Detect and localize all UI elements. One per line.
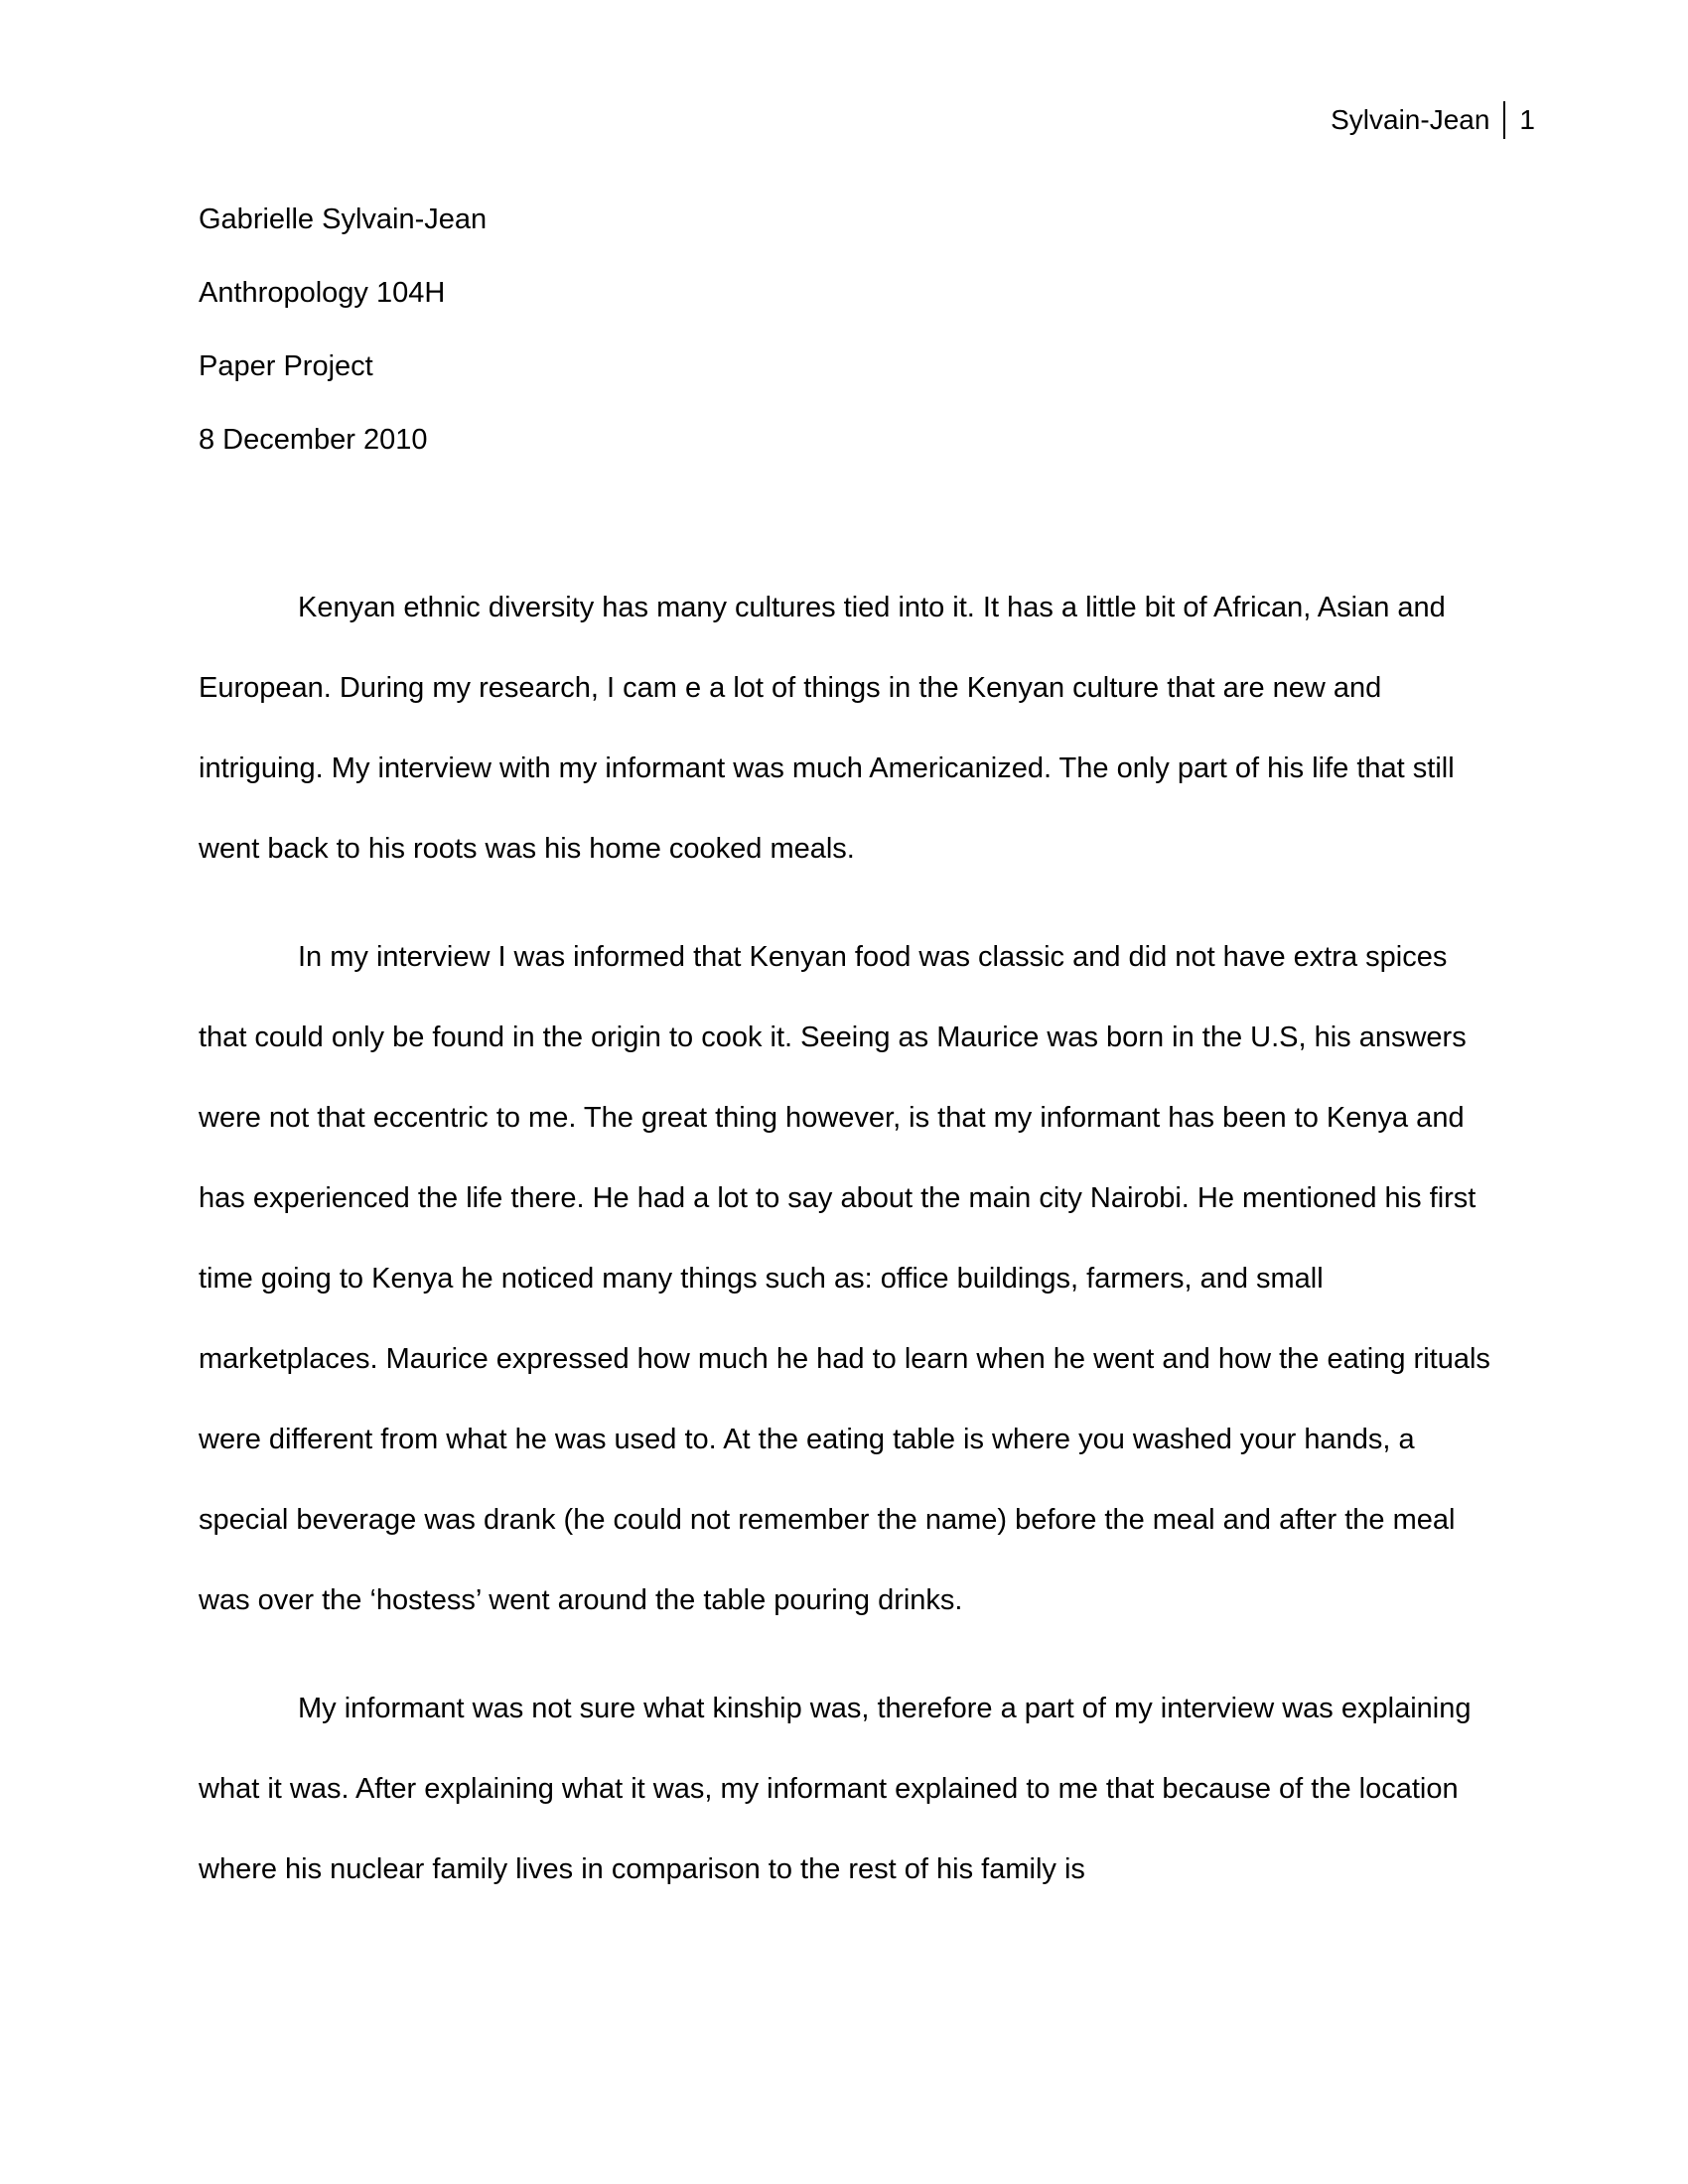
document-date: 8 December 2010 xyxy=(199,424,428,456)
assignment-title: Paper Project xyxy=(199,350,373,382)
mla-heading xyxy=(199,203,487,496)
author-name: Gabrielle Sylvain-Jean xyxy=(199,204,488,235)
paragraph-3: My informant was not sure what kinship was, therefore a part of my interview was explaining what it was. After explaining what it was, my informant explained to me that because of the location where his nuclear family lives in comparison to the rest of his family is xyxy=(199,1693,1472,1885)
body-text xyxy=(199,568,1499,1938)
page-number: 1 xyxy=(1519,104,1535,135)
paragraph-1: Kenyan ethnic diversity has many cultures tied into it. It has a little bit of African, Asian and European. During my research, I cam e a lot of things in the Kenyan culture that are new and intriguing. My interview with my informant was much Americanized. The only part of his life that still went back to his roots was his home cooked meals. xyxy=(199,592,1455,865)
header-author-surname: Sylvain-Jean xyxy=(1331,104,1490,135)
running-header xyxy=(1331,101,1535,139)
paragraph-2: In my interview I was informed that Kenyan food was classic and did not have extra spices that could only be found in the origin to cook it. Seeing as Maurice was born in the U.S, his answers were not that eccentric to me. The great thing however, is that my informant has been to Kenya and has experienced the life there. He had a lot to say about the main city Nairobi. He mentioned his first time going to Kenya he noticed many things such as: office buildings, farmers, and small marketplaces. Maurice expressed how much he had to learn when he went and how the eating rituals were different from what he was used to. At the eating table is where you washed your hands, a special beverage was drank (he could not remember the name) before the meal and after the meal was over the ‘hostess’ went around the table pouring drinks. xyxy=(199,941,1490,1616)
course-name: Anthropology 104H xyxy=(199,277,446,309)
